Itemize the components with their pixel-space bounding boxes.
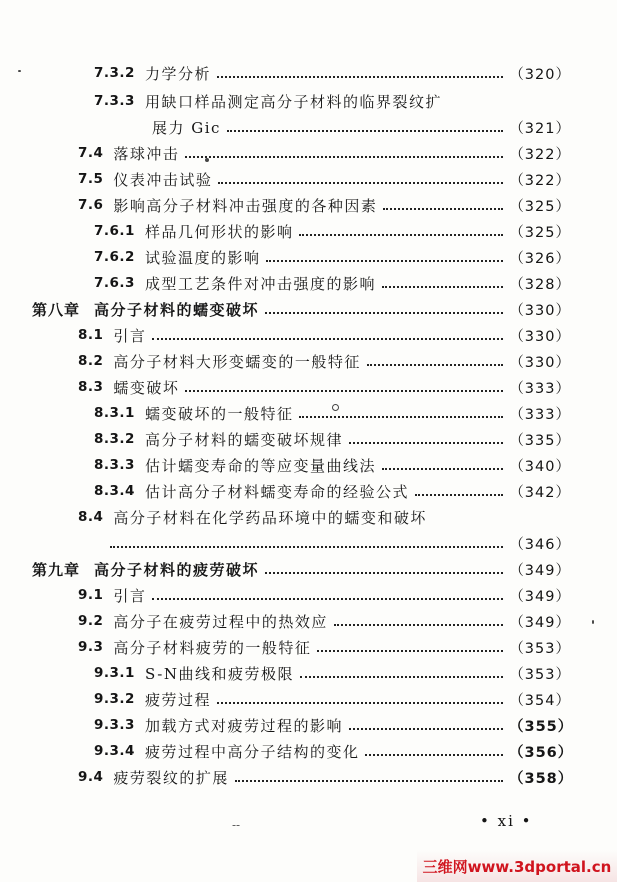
dot-leader xyxy=(299,234,503,236)
dot-leader xyxy=(367,364,503,366)
page-reference: （353） xyxy=(509,666,571,683)
section-number: 7.6.1 xyxy=(94,223,135,239)
dot-leader xyxy=(217,76,503,78)
section-title: 仪表冲击试验 xyxy=(113,170,213,189)
page-reference: （325） xyxy=(509,198,571,215)
toc-entry xyxy=(94,686,571,712)
dot-leader xyxy=(266,260,503,262)
page-reference: （346） xyxy=(509,536,571,553)
toc-entry xyxy=(78,504,571,530)
dot-leader xyxy=(415,494,503,496)
dot-leader xyxy=(265,312,503,314)
section-number: 7.6 xyxy=(78,197,104,213)
toc-entry xyxy=(94,218,571,244)
dot-leader xyxy=(185,156,503,158)
scan-speck xyxy=(18,70,21,72)
dot-leader xyxy=(235,780,503,782)
page-reference: （335） xyxy=(509,432,571,449)
section-title: 高分子材料在化学药品环境中的蠕变和破坏 xyxy=(113,508,427,527)
page-reference: （321） xyxy=(509,120,571,137)
section-title: 加载方式对疲劳过程的影响 xyxy=(144,716,343,735)
section-title: 疲劳裂纹的扩展 xyxy=(113,768,229,787)
section-number: 9.3.1 xyxy=(94,665,135,681)
section-title: 估计高分子材料蠕变寿命的经验公式 xyxy=(144,482,409,501)
section-title: 高分子材料疲劳的一般特征 xyxy=(113,638,312,657)
page-reference: （356） xyxy=(509,744,574,761)
section-number: 9.1 xyxy=(78,587,104,603)
section-title: 引言 xyxy=(113,326,147,345)
section-title: 蠕变破坏 xyxy=(113,378,180,397)
scan-speck xyxy=(592,620,594,624)
toc-entry xyxy=(78,582,571,608)
dot-leader xyxy=(317,650,503,652)
section-title: 高分子材料的蠕变破坏规律 xyxy=(144,430,343,449)
section-title: 高分子材料大形变蠕变的一般特征 xyxy=(113,352,361,371)
dot-leader xyxy=(299,416,503,418)
toc-entry xyxy=(78,322,571,348)
section-number: 7.6.2 xyxy=(94,249,135,265)
toc-entry xyxy=(94,88,571,114)
page-reference: （355） xyxy=(509,718,574,735)
section-number: 8.4 xyxy=(78,509,104,525)
section-title: 成型工艺条件对冲击强度的影响 xyxy=(144,274,376,293)
dot-leader xyxy=(382,286,503,288)
page-reference: （349） xyxy=(509,614,571,631)
site-watermark xyxy=(417,850,617,882)
dot-leader xyxy=(110,546,503,548)
page-reference: （340） xyxy=(509,458,571,475)
dot-leader xyxy=(334,624,503,626)
page-reference: （354） xyxy=(509,692,571,709)
dot-leader xyxy=(349,728,503,730)
toc-chapter xyxy=(32,296,571,322)
chapter-title: 高分子材料的疲劳破坏 xyxy=(94,560,260,579)
section-title: 样品几何形状的影响 xyxy=(144,222,294,241)
dot-leader xyxy=(152,598,503,600)
toc-entry xyxy=(78,634,571,660)
scan-speck xyxy=(205,158,209,162)
section-number: 7.5 xyxy=(78,171,104,187)
toc-entry xyxy=(94,60,571,86)
toc-entry xyxy=(78,764,574,790)
toc-chapter xyxy=(32,556,571,582)
toc-entry xyxy=(94,738,574,764)
toc-entry xyxy=(78,348,571,374)
page-reference: （320） xyxy=(509,66,571,83)
toc-entry xyxy=(94,244,571,270)
section-title: 高分子在疲劳过程中的热效应 xyxy=(113,612,328,631)
section-title: 力学分析 xyxy=(144,64,211,83)
toc-entry xyxy=(78,608,571,634)
watermark-text: 三维网www.3dportal.cn xyxy=(422,857,612,876)
section-number: 8.3.2 xyxy=(94,431,135,447)
toc-entry xyxy=(94,712,574,738)
page-reference: （326） xyxy=(509,250,571,267)
section-title: 疲劳过程 xyxy=(144,690,211,709)
page-reference: （330） xyxy=(509,354,571,371)
page-reference: （333） xyxy=(509,380,571,397)
toc-entry xyxy=(78,140,571,166)
page-reference: （330） xyxy=(509,328,571,345)
page-reference: （342） xyxy=(509,484,571,501)
section-number: 7.6.3 xyxy=(94,275,135,291)
toc-entry xyxy=(94,660,571,686)
section-number: 8.1 xyxy=(78,327,104,343)
toc-entry xyxy=(94,270,571,296)
page-reference: （358） xyxy=(509,770,574,787)
section-title: 落球冲击 xyxy=(113,144,180,163)
section-title: 影响高分子材料冲击强度的各种因素 xyxy=(113,196,378,215)
dot-leader xyxy=(218,182,503,184)
page-reference: （353） xyxy=(509,640,571,657)
section-number: 9.3.4 xyxy=(94,743,135,759)
section-number: 8.3 xyxy=(78,379,104,395)
page-number: • xi • xyxy=(480,812,533,830)
scan-speck xyxy=(332,404,339,411)
section-number: 8.3.3 xyxy=(94,457,135,473)
section-number: 7.3.3 xyxy=(94,93,135,109)
page-reference: （325） xyxy=(509,224,571,241)
dot-leader xyxy=(349,442,503,444)
dot-leader xyxy=(365,754,503,756)
page-reference: （333） xyxy=(509,406,571,423)
section-number: 9.3 xyxy=(78,639,104,655)
section-number: 8.3.4 xyxy=(94,483,135,499)
chapter-title: 高分子材料的蠕变破坏 xyxy=(94,300,260,319)
section-title: 蠕变破坏的一般特征 xyxy=(144,404,294,423)
section-title: 试验温度的影响 xyxy=(144,248,261,267)
section-title: 用缺口样品测定高分子材料的临界裂纹扩 xyxy=(144,92,442,111)
page-reference: （349） xyxy=(509,562,571,579)
section-number: 9.3.3 xyxy=(94,717,135,733)
dot-leader xyxy=(265,572,503,574)
chapter-number: 第九章 xyxy=(32,560,81,579)
toc-entry xyxy=(78,192,571,218)
dot-leader xyxy=(300,676,503,678)
footer-dash: -- xyxy=(232,818,241,832)
dot-leader xyxy=(152,338,503,340)
page-reference: （322） xyxy=(509,146,571,163)
toc-entry xyxy=(78,374,571,400)
toc-entry-continuation xyxy=(110,530,571,556)
toc-entry-continuation xyxy=(152,114,571,140)
toc-entry xyxy=(94,452,571,478)
dot-leader xyxy=(383,208,503,210)
section-title: 引言 xyxy=(113,586,147,605)
page-reference: （349） xyxy=(509,588,571,605)
section-number: 9.2 xyxy=(78,613,104,629)
page-reference: （330） xyxy=(509,302,571,319)
section-number: 7.3.2 xyxy=(94,65,135,81)
dot-leader xyxy=(227,130,503,132)
dot-leader xyxy=(185,390,503,392)
section-number: 7.4 xyxy=(78,145,104,161)
section-number: 8.3.1 xyxy=(94,405,135,421)
section-number: 9.3.2 xyxy=(94,691,135,707)
toc-entry xyxy=(78,166,571,192)
page-reference: （322） xyxy=(509,172,571,189)
page-reference: （328） xyxy=(509,276,571,293)
dot-leader xyxy=(217,702,503,704)
section-title: 估计蠕变寿命的等应变量曲线法 xyxy=(144,456,376,475)
chapter-number: 第八章 xyxy=(32,300,81,319)
toc-entry xyxy=(94,426,571,452)
section-title: 疲劳过程中高分子结构的变化 xyxy=(144,742,360,761)
section-title: S-N曲线和疲劳极限 xyxy=(144,664,294,683)
section-number: 9.4 xyxy=(78,769,104,785)
section-title-continuation: 展力 Gic xyxy=(152,118,221,137)
toc-entry xyxy=(94,478,571,504)
dot-leader xyxy=(382,468,503,470)
section-number: 8.2 xyxy=(78,353,104,369)
